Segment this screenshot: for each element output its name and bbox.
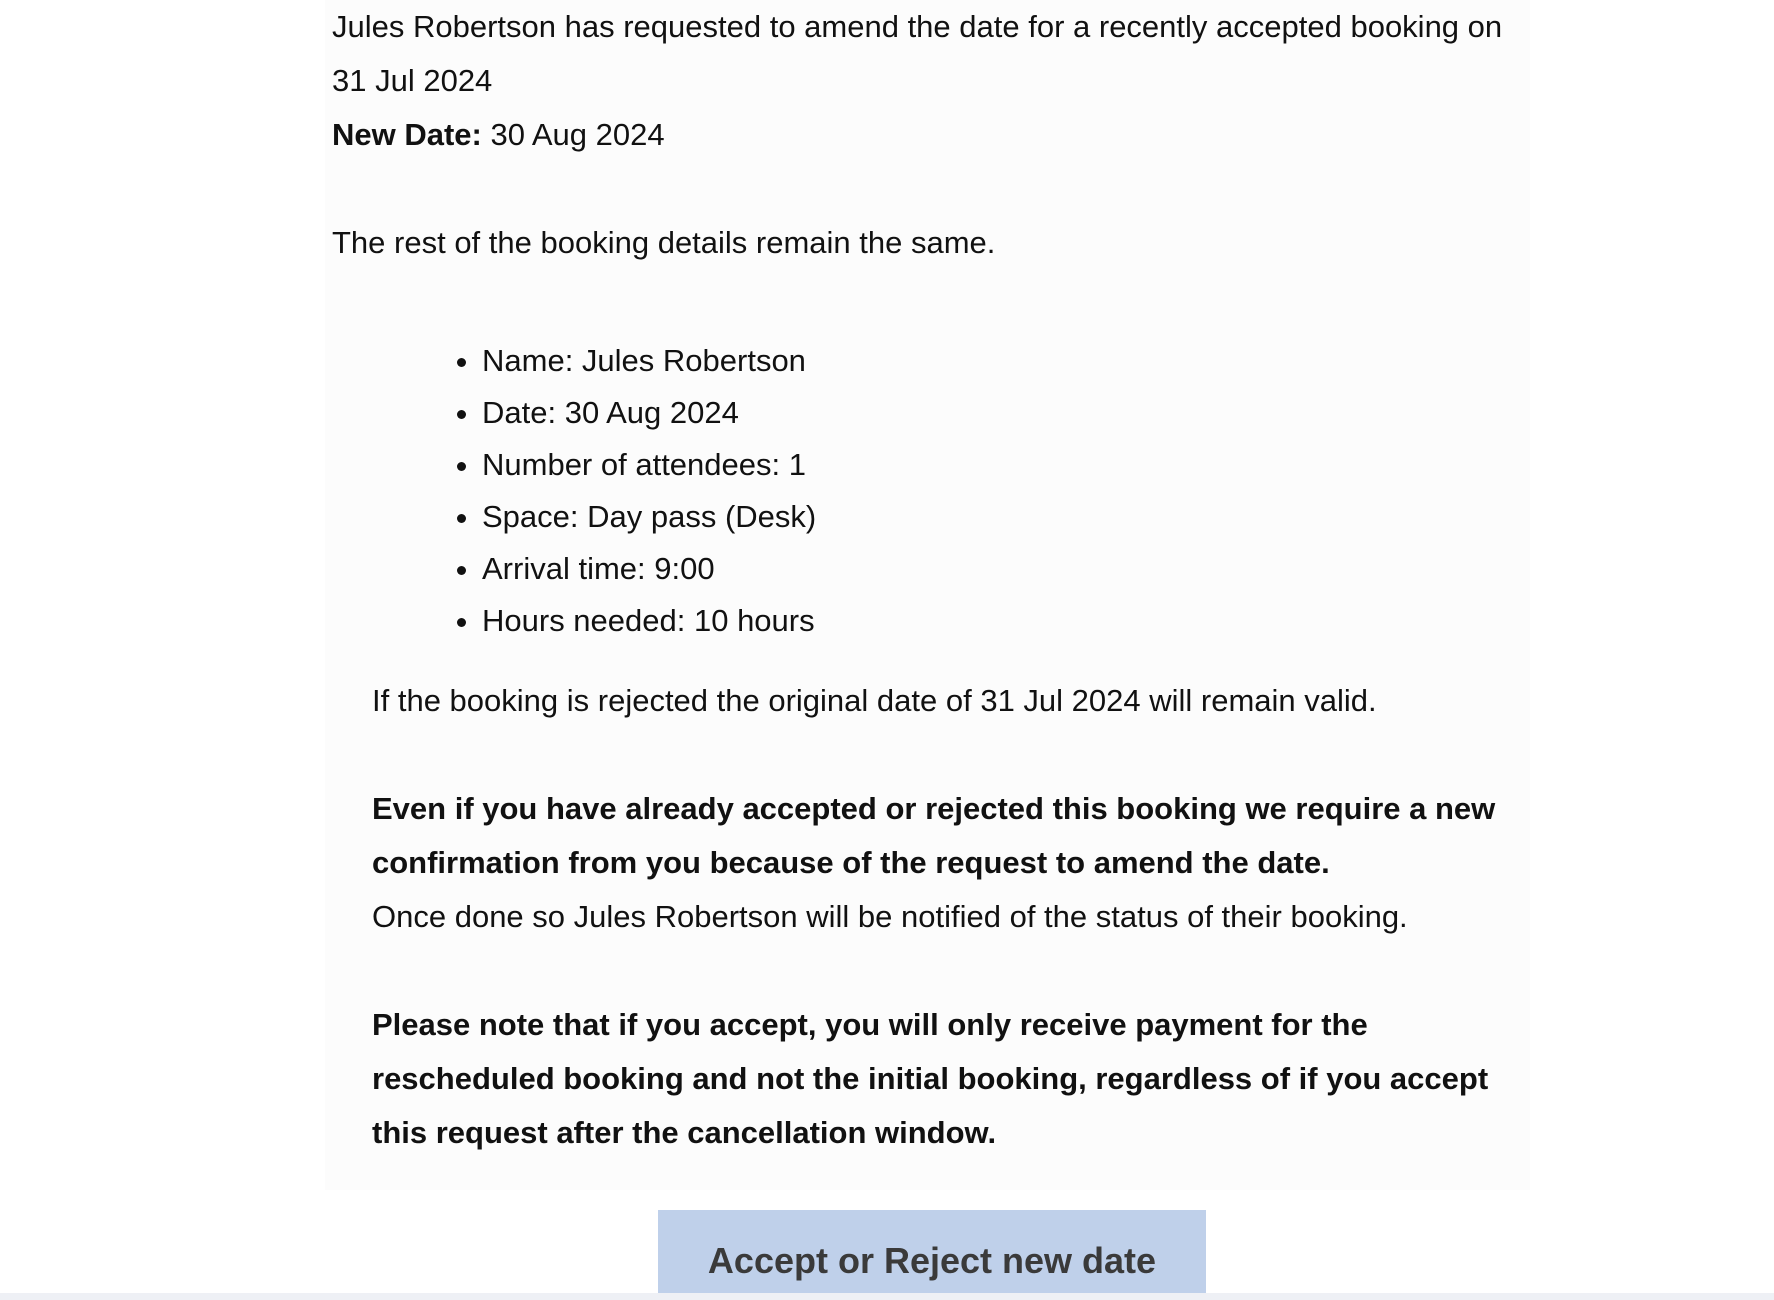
detail-hours-needed: • Hours needed: 10 hours bbox=[482, 595, 816, 647]
amend-request-text: Jules Robertson has requested to amend the date for a recently accepted booking on 31 Jul 2024 bbox=[332, 9, 1503, 98]
payment-note: Please note that if you accept, you will only receive payment for the rescheduled booking and not the initial booking, regardless of if you accept this request after the cancellation window. bbox=[372, 1007, 1489, 1150]
confirmation-required-text: Even if you have already accepted or rejected this booking we require a new confirmation from you because of the request to amend the date. bbox=[372, 791, 1496, 880]
rest-same-text: The rest of the booking details remain the same. bbox=[332, 225, 996, 260]
detail-attendees: • Number of attendees: 1 bbox=[482, 439, 816, 491]
detail-date: • Date: 30 Aug 2024 bbox=[482, 387, 816, 439]
detail-space: • Space: Day pass (Desk) bbox=[482, 491, 816, 543]
rejected-note: If the booking is rejected the original date of 31 Jul 2024 will remain valid. bbox=[372, 683, 1377, 718]
detail-name: • Name: Jules Robertson bbox=[482, 335, 816, 387]
notes-section bbox=[372, 674, 1502, 1160]
accept-or-reject-button[interactable]: Accept or Reject new date bbox=[658, 1210, 1206, 1300]
new-date-value: 30 Aug 2024 bbox=[481, 117, 665, 152]
new-date-line bbox=[332, 108, 1532, 162]
intro-section bbox=[332, 0, 1532, 270]
new-date-label: New Date: bbox=[332, 117, 482, 152]
booking-details-list bbox=[450, 335, 816, 647]
detail-arrival-time: • Arrival time: 9:00 bbox=[482, 543, 816, 595]
notified-note: Once done so Jules Robertson will be notified of the status of their booking. bbox=[372, 899, 1408, 934]
page-bottom-edge bbox=[0, 1293, 1774, 1300]
